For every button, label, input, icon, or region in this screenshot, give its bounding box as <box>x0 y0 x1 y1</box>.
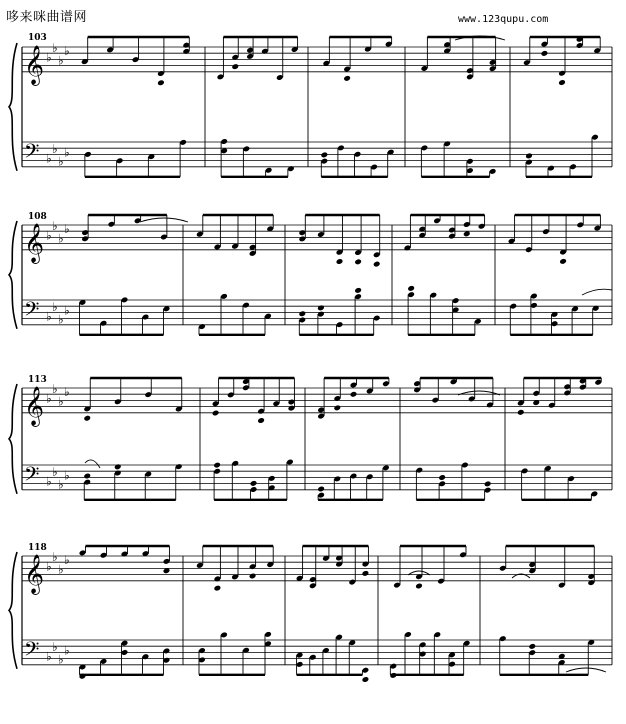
brace <box>9 552 17 669</box>
site-title: 哆来咪曲谱网 <box>6 10 88 25</box>
flat-icon: ♭ <box>46 50 52 65</box>
flat-icon: ♭ <box>46 228 52 243</box>
note-head <box>558 79 566 86</box>
flat-icon: ♭ <box>58 154 64 169</box>
note-head <box>249 573 257 580</box>
note-head <box>333 404 341 411</box>
flat-icon: ♭ <box>64 553 70 568</box>
bass-clef-icon: 𝄢 <box>24 139 40 168</box>
flat-icon: ♭ <box>52 640 58 655</box>
measure-number: 118 <box>28 543 47 553</box>
note-head <box>484 481 492 488</box>
flat-icon: ♭ <box>52 219 58 233</box>
note-head <box>213 462 221 469</box>
flat-icon: ♭ <box>64 385 70 400</box>
note-head <box>517 409 525 416</box>
note-head <box>415 583 423 590</box>
flat-icon: ♭ <box>58 477 64 492</box>
slur <box>85 460 100 468</box>
flat-icon: ♭ <box>64 643 70 658</box>
flat-icon: ♭ <box>46 474 52 489</box>
measure-number: 113 <box>28 375 47 385</box>
site-url: www.123qupu.com <box>458 14 549 25</box>
treble-clef-icon: 𝄞 <box>24 385 45 426</box>
slur <box>566 668 606 672</box>
flat-icon: ♭ <box>52 550 58 564</box>
brace <box>9 43 17 171</box>
note-head <box>362 676 370 683</box>
flat-icon: ♭ <box>58 562 64 577</box>
slur <box>140 218 188 222</box>
treble-clef-icon: 𝄞 <box>24 44 45 85</box>
flat-icon: ♭ <box>64 145 70 160</box>
flat-icon: ♭ <box>64 468 70 483</box>
flat-icon: ♭ <box>52 142 58 157</box>
note-head <box>525 153 533 160</box>
flat-icon: ♭ <box>64 222 70 237</box>
note-head <box>212 410 220 417</box>
treble-clef-icon: 𝄞 <box>24 222 45 263</box>
bass-clef-icon: 𝄢 <box>24 462 40 491</box>
flat-icon: ♭ <box>46 649 52 664</box>
treble-clef-icon: 𝄞 <box>24 553 45 594</box>
flat-icon: ♭ <box>58 53 64 68</box>
note-head <box>343 75 351 82</box>
flat-icon: ♭ <box>58 652 64 667</box>
note-head <box>231 63 239 70</box>
note-head <box>350 391 358 398</box>
note-head <box>541 50 549 57</box>
brace <box>9 221 17 329</box>
note-head <box>407 285 415 292</box>
flat-icon: ♭ <box>52 382 58 396</box>
note-head <box>114 463 122 470</box>
flat-icon: ♭ <box>46 309 52 324</box>
note-head <box>438 474 446 481</box>
note-head <box>257 417 265 424</box>
measure-number: 103 <box>28 33 47 43</box>
note-head <box>354 258 362 265</box>
flat-icon: ♭ <box>58 312 64 327</box>
flat-icon: ♭ <box>52 465 58 480</box>
flat-icon: ♭ <box>52 41 58 55</box>
note-head <box>317 486 325 493</box>
bass-clef-icon: 𝄢 <box>24 637 40 666</box>
note-head <box>298 310 306 317</box>
flat-icon: ♭ <box>46 559 52 574</box>
note-head <box>354 287 362 294</box>
note-head <box>157 79 165 86</box>
flat-icon: ♭ <box>58 394 64 409</box>
flat-icon: ♭ <box>52 300 58 315</box>
flat-icon: ♭ <box>64 303 70 318</box>
measure-number: 108 <box>28 212 47 222</box>
note-head <box>214 585 222 592</box>
note-head <box>317 305 325 312</box>
note-head <box>320 152 328 159</box>
flat-icon: ♭ <box>58 231 64 246</box>
flat-icon: ♭ <box>64 44 70 59</box>
note-head <box>362 570 370 577</box>
note-head <box>528 643 536 650</box>
note-head <box>559 258 567 265</box>
flat-icon: ♭ <box>46 151 52 166</box>
brace <box>9 384 17 494</box>
slur <box>582 289 612 295</box>
note-head <box>336 258 344 265</box>
note-head <box>250 480 258 487</box>
note-head <box>373 261 381 268</box>
bass-clef-icon: 𝄢 <box>24 297 40 326</box>
note-head <box>83 415 91 422</box>
note-head <box>83 473 91 480</box>
flat-icon: ♭ <box>46 391 52 406</box>
